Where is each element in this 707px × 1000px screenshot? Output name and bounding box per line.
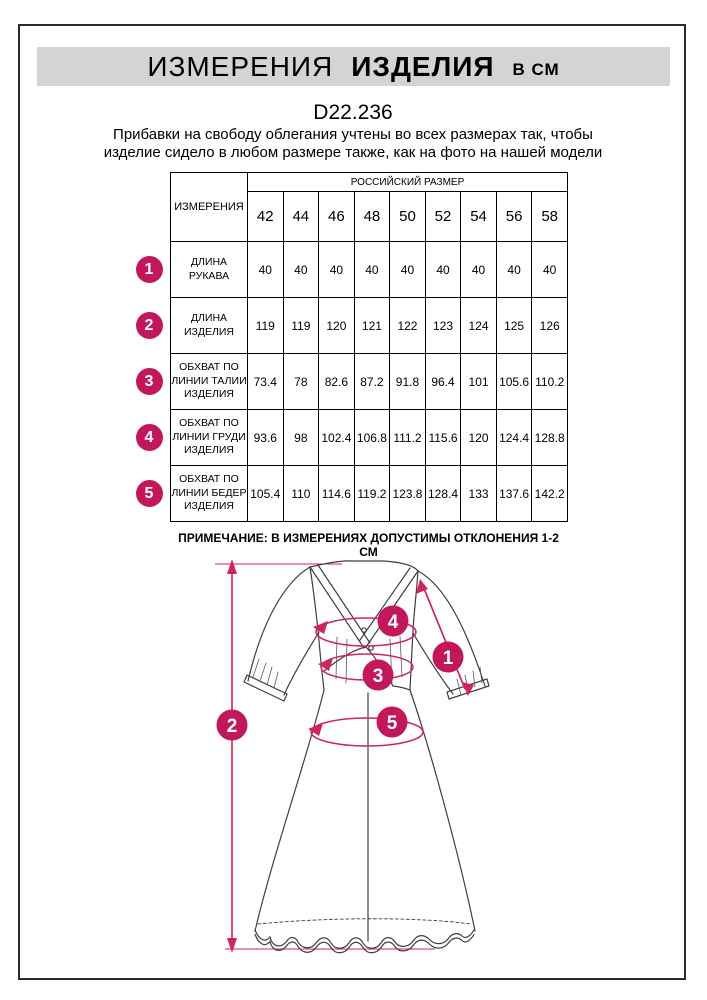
size-column-header: 56 bbox=[496, 192, 532, 242]
measurement-label: ОБХВАТ ПО ЛИНИИ ТАЛИИ ИЗДЕЛИЯ bbox=[171, 354, 248, 410]
measure-column-header: ИЗМЕРЕНИЯ bbox=[171, 173, 248, 242]
measurement-value: 40 bbox=[496, 242, 532, 298]
measurement-row bbox=[128, 410, 568, 466]
measurement-value: 73.4 bbox=[248, 354, 284, 410]
marker-4 bbox=[378, 606, 409, 637]
svg-text:2: 2 bbox=[226, 715, 238, 737]
marker-3 bbox=[363, 660, 394, 691]
measurement-value: 123 bbox=[425, 298, 461, 354]
size-column-header: 54 bbox=[461, 192, 497, 242]
measurement-value: 115.6 bbox=[425, 410, 461, 466]
size-column-header: 50 bbox=[390, 192, 426, 242]
page-title-bold: ИЗДЕЛИЯ bbox=[351, 50, 495, 82]
measurement-value: 98 bbox=[283, 410, 319, 466]
svg-text:3: 3 bbox=[372, 665, 384, 687]
measurement-value: 40 bbox=[390, 242, 426, 298]
measurement-value: 121 bbox=[354, 298, 390, 354]
dress-outline bbox=[244, 561, 489, 953]
measurement-value: 119 bbox=[248, 298, 284, 354]
measurement-value: 114.6 bbox=[319, 466, 355, 522]
measurement-value: 105.4 bbox=[248, 466, 284, 522]
svg-text:1: 1 bbox=[442, 647, 454, 669]
measurement-value: 133 bbox=[461, 466, 497, 522]
measurement-value: 142.2 bbox=[532, 466, 568, 522]
product-code: D22.236 bbox=[313, 101, 393, 124]
title-bar bbox=[37, 47, 670, 86]
measurement-label: ДЛИНА РУКАВА bbox=[171, 242, 248, 298]
marker-5 bbox=[377, 707, 408, 738]
row-badge-cell bbox=[128, 242, 171, 298]
measurement-value: 87.2 bbox=[354, 354, 390, 410]
measurement-value: 105.6 bbox=[496, 354, 532, 410]
row-badge-cell bbox=[128, 354, 171, 410]
measurement-value: 137.6 bbox=[496, 466, 532, 522]
measurement-value: 122 bbox=[390, 298, 426, 354]
measurement-row bbox=[128, 242, 568, 298]
size-column-header: 42 bbox=[248, 192, 284, 242]
measurement-value: 110 bbox=[283, 466, 319, 522]
marker-1 bbox=[433, 642, 464, 673]
measurement-row bbox=[128, 466, 568, 522]
row-number-badge: 1 bbox=[136, 256, 163, 283]
measurement-value: 128.8 bbox=[532, 410, 568, 466]
measurement-value: 93.6 bbox=[248, 410, 284, 466]
measurement-label: ДЛИНА ИЗДЕЛИЯ bbox=[171, 298, 248, 354]
title-units: В СМ bbox=[512, 59, 560, 79]
marker-2 bbox=[217, 710, 248, 741]
measurement-value: 40 bbox=[319, 242, 355, 298]
measurement-value: 82.6 bbox=[319, 354, 355, 410]
size-group-header-row bbox=[128, 173, 568, 192]
measurement-value: 111.2 bbox=[390, 410, 426, 466]
measurement-value: 101 bbox=[461, 354, 497, 410]
row-number-badge: 2 bbox=[136, 312, 163, 339]
size-table bbox=[128, 172, 568, 522]
size-column-header: 48 bbox=[354, 192, 390, 242]
measurement-value: 110.2 bbox=[532, 354, 568, 410]
measurement-value: 119.2 bbox=[354, 466, 390, 522]
measurement-value: 102.4 bbox=[319, 410, 355, 466]
measurement-value: 40 bbox=[354, 242, 390, 298]
measurement-value: 123.8 bbox=[390, 466, 426, 522]
size-column-header: 44 bbox=[283, 192, 319, 242]
description-line-2: изделие сидело в любом размере также, как на фото на нашей модели bbox=[103, 144, 603, 161]
size-column-header: 58 bbox=[532, 192, 568, 242]
size-column-header: 52 bbox=[425, 192, 461, 242]
tolerance-note: ПРИМЕЧАНИЕ: В ИЗМЕРЕНИЯХ ДОПУСТИМЫ ОТКЛОНЕНИЯ 1-2 СМ bbox=[178, 531, 559, 559]
measurement-value: 125 bbox=[496, 298, 532, 354]
row-number-badge: 3 bbox=[136, 368, 163, 395]
measurement-value: 91.8 bbox=[390, 354, 426, 410]
measurement-label: ОБХВАТ ПО ЛИНИИ БЕДЕР ИЗДЕЛИЯ bbox=[171, 466, 248, 522]
measurement-value: 78 bbox=[283, 354, 319, 410]
row-number-badge: 5 bbox=[136, 480, 163, 507]
measurement-value: 40 bbox=[425, 242, 461, 298]
page-title: ИЗМЕРЕНИЯ bbox=[147, 50, 334, 82]
badge-column-spacer bbox=[128, 173, 171, 242]
measurement-value: 40 bbox=[461, 242, 497, 298]
row-badge-cell bbox=[128, 466, 171, 522]
measurement-value: 40 bbox=[532, 242, 568, 298]
measurement-label: ОБХВАТ ПО ЛИНИИ ГРУДИ ИЗДЕЛИЯ bbox=[171, 410, 248, 466]
measurement-value: 120 bbox=[461, 410, 497, 466]
measurement-value: 40 bbox=[283, 242, 319, 298]
measurement-value: 106.8 bbox=[354, 410, 390, 466]
size-table-body bbox=[128, 242, 568, 522]
description-line-1: Прибавки на свободу облегания учтены во всех размерах так, чтобы bbox=[113, 126, 593, 143]
svg-text:4: 4 bbox=[387, 611, 399, 633]
measurement-value: 120 bbox=[319, 298, 355, 354]
measurement-value: 119 bbox=[283, 298, 319, 354]
measurement-value: 126 bbox=[532, 298, 568, 354]
measurement-value: 124.4 bbox=[496, 410, 532, 466]
measurement-value: 96.4 bbox=[425, 354, 461, 410]
dress-measurement-diagram bbox=[0, 553, 707, 983]
measurement-value: 40 bbox=[248, 242, 284, 298]
svg-text:5: 5 bbox=[386, 712, 398, 734]
row-number-badge: 4 bbox=[136, 424, 163, 451]
size-column-header: 46 bbox=[319, 192, 355, 242]
measurement-row bbox=[128, 298, 568, 354]
measurement-value: 128.4 bbox=[425, 466, 461, 522]
russian-size-header: РОССИЙСКИЙ РАЗМЕР bbox=[248, 173, 568, 192]
measurement-value: 124 bbox=[461, 298, 497, 354]
row-badge-cell bbox=[128, 410, 171, 466]
row-badge-cell bbox=[128, 298, 171, 354]
measurement-row bbox=[128, 354, 568, 410]
description bbox=[18, 126, 688, 162]
